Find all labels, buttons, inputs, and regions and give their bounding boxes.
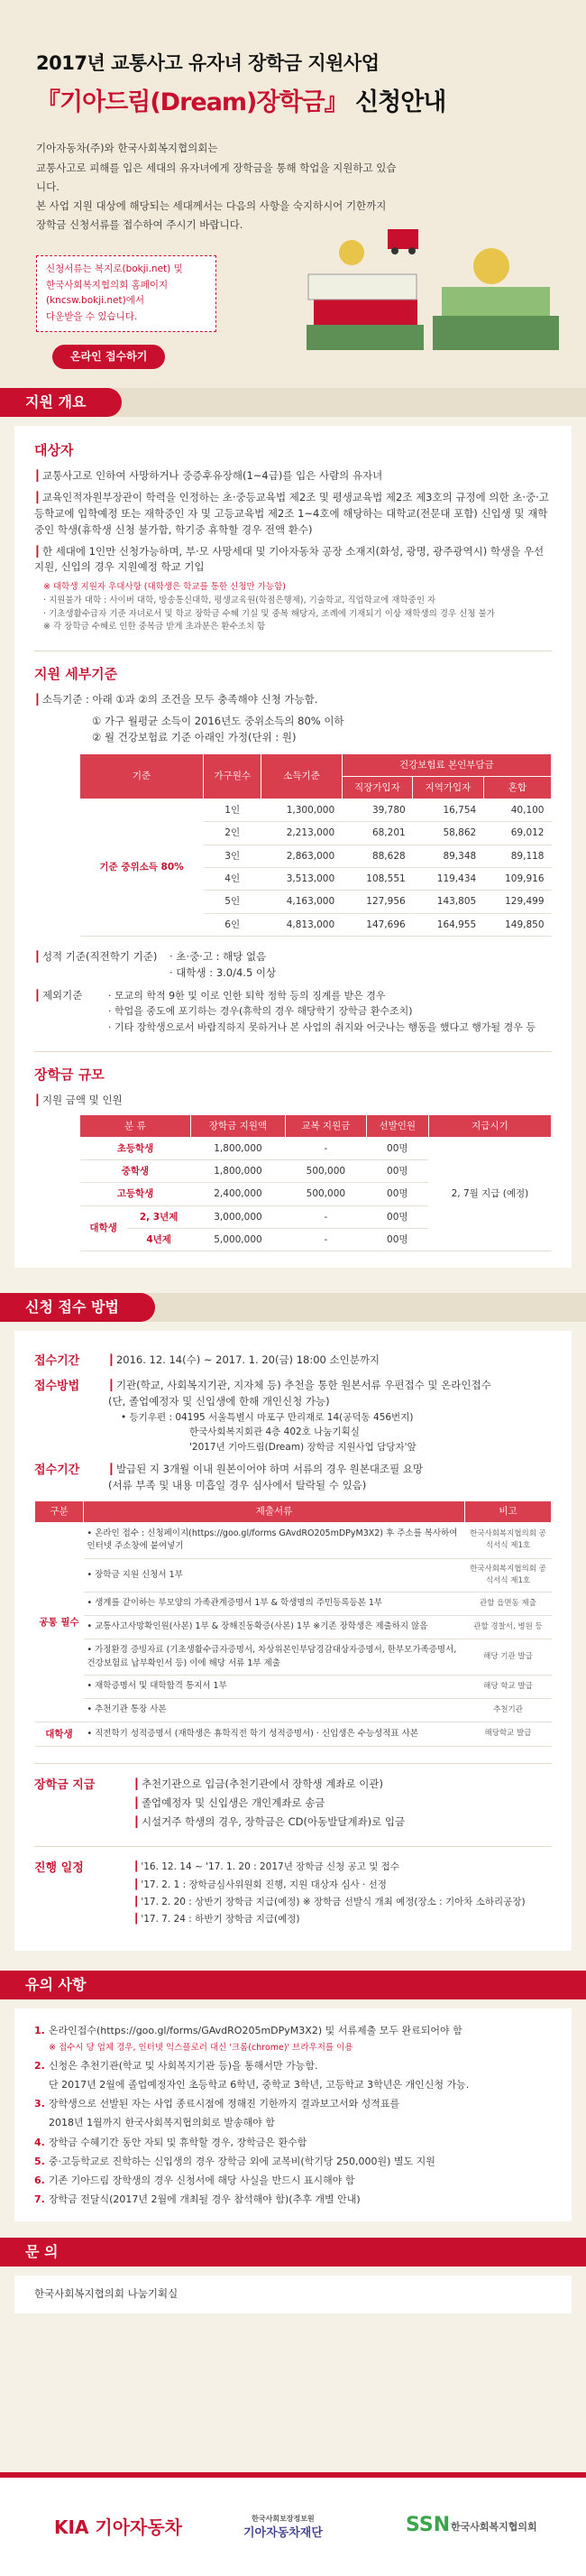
cautions-header-label: 유의 사항 <box>0 1971 122 1999</box>
intro-line: 본 사업 지원 대상에 해당되는 세대께서는 다음의 사항을 숙지하시어 기한까지 <box>36 199 387 213</box>
scale-label: ┃ 지원 금액 및 인원 <box>34 1093 552 1109</box>
money-stack-icon <box>442 287 550 316</box>
criterion-cell: 기준 중위소득 80% <box>80 799 204 937</box>
table-row: • 재학증명서 및 대학합격 통지서 1부 해당 학교 발급 <box>35 1676 552 1699</box>
grade-line: · 초·중·고 : 해당 없음 <box>169 949 267 963</box>
notice-line: 다운받을 수 있습니다. <box>46 311 138 323</box>
table-row: 고등학생 2,400,000 500,000 00명 <box>80 1183 552 1205</box>
table-row: • 장학금 지원 신청서 1부 한국사회복지협의회 공식서식 제1호 <box>35 1559 552 1593</box>
table-row: • 가정환경 증빙자료 (기초생활수급자증명서, 차상위본인부담경감대상자증명서, 한부모가족증명서, 건강보험료 납부확인서 등) 이에 해당 서류 1부 제출 해당 기관 발급 <box>35 1639 552 1675</box>
overview-header <box>0 388 586 417</box>
table-row: 6인 4,813,000 147,696 164,955 149,850 <box>80 913 552 936</box>
caution-item: 1. 온라인접수(https://goo.gl/forms/GAvdRO205mDPyM3X2) 및 서류제출 모두 완료되어야 함 <box>34 2024 462 2036</box>
book-icon <box>308 274 417 300</box>
income-label: ┃ 소득기준 : 아래 ①과 ②의 조건을 모두 충족해야 신청 가능함. <box>34 692 552 708</box>
online-apply-button[interactable]: 온라인 접수하기 <box>52 345 165 369</box>
income-criterion: ② 월 건강보험료 기준 아래인 가정(단위 : 원) <box>92 730 297 743</box>
exclude-criterion <box>34 988 552 1034</box>
child-fund-logo: 한국사회보장정보원 기아자동차재단 <box>243 2515 323 2541</box>
caution-item: 5. 중·고등학교로 진학하는 신입생의 경우 장학금 외에 교복비(학기당 250,000원) 별도 지원 <box>34 2155 435 2167</box>
target-item: ┃ 한 세대에 1인만 신청가능하며, 부·모 사망세대 및 기아자동차 공장 소재지(화성, 광명, 광주광역시) 학생을 우선 지원, 신입의 경우 지원예정 학교 기입 <box>34 544 552 577</box>
application-header-label: 신청 접수 방법 <box>0 1293 155 1322</box>
intro-line: 장학금 신청서류를 접수하여 주시기 바랍니다. <box>36 218 243 232</box>
coin-icon <box>473 248 509 284</box>
schedule-row: 진행 일정 ┃ '16. 12. 14 ~ '17. 1. 20 : 2017년 장학금 신청 공고 및 접수 ┃ '17. 2. 1 : 장학금심사위원회 진행, 지원 대상자 심사 · 선정 ┃ '17. 2. 20 : 상반기 장학금 지급(예정) ※ 장학금 선발식 개최 예정(장소 : 기아차 소하리공장) ┃ '17. 7. 24 : 하반기 장학금 지급(예정) <box>34 1860 552 1926</box>
scale-title: 장학금 규모 <box>34 1066 105 1083</box>
exclude-line: · 학업을 중도에 포기하는 경우(휴학의 경우 해당학기 장학금 환수조치) <box>108 1005 413 1018</box>
col-header: 교복 지원금 <box>286 1114 367 1137</box>
target-note: · 지원불가 대학 : 사이버 대학, 방송통신대학, 평생교육원(학점은행제), 기술학교, 직업학교에 재학중인 자 <box>43 595 436 605</box>
hero-banner <box>0 0 586 388</box>
table-row: 기준 중위소득 80% 1인 1,300,000 39,780 16,754 40,100 <box>80 799 552 822</box>
table-row: 2인 2,213,000 68,201 58,862 69,012 <box>80 822 552 845</box>
caution-item: 4. 장학금 수혜기간 동안 자퇴 및 휴학할 경우, 장학금은 환수함 <box>34 2136 307 2148</box>
detail-title: 지원 세부기준 <box>34 666 118 682</box>
cautions-panel <box>14 2008 572 2221</box>
income-table <box>79 753 552 937</box>
target-title: 대상자 <box>34 442 74 458</box>
overview-panel <box>14 426 572 1268</box>
docs-row: 접수기간 ┃ 발급된 지 3개월 이내 원본이어야 하며 서류의 경우 원본대조필 요망 (서류 부족 및 내용 미흡일 경우 심사에서 탈락될 수 있음) <box>34 1462 552 1494</box>
table-row: 대학생 2, 3년제 3,000,000 - 00명 <box>80 1205 552 1228</box>
target-item: ┃ 교통사고로 인하여 사망하거나 중증후유장해(1~4급)를 입은 사람의 유자녀 <box>34 468 552 485</box>
caution-item: 7. 장학금 전달식(2017년 2월에 개최될 경우 참석해야 함)(추후 개별 안내) <box>34 2193 361 2205</box>
caution-item: 2. 신청은 추천기관(학교 및 사회복지기관 등)을 통해서만 가능함. <box>34 2060 318 2073</box>
target-note: ※ 대학생 지원자 우대사항 (대학생은 학교를 통한 신청만 가능함) <box>43 582 286 593</box>
application-header <box>0 1293 586 1322</box>
download-notice <box>36 255 216 332</box>
table-row: 4인 3,513,000 108,551 119,434 109,916 <box>80 868 552 891</box>
caution-line: 2018년 1월까지 한국사회복지협의회로 발송해야 함 <box>49 2117 275 2129</box>
payment-row: 장학금 지급 ┃ 추천기관으로 입금(추천기관에서 장학생 계좌로 이관) ┃ 졸업예정자 및 신입생은 개인계좌로 송금 ┃ 시설거주 학생의 경우, 장학금은 CD(아동발달계좌)로 입금 <box>34 1777 552 1830</box>
hero-title-main: 『기아드림(Dream)장학금』 <box>36 88 348 116</box>
exclude-line: · 모교의 학적 9한 및 이로 인한 퇴학 정학 등의 징계를 받은 경우 <box>108 990 386 1002</box>
intro-line: 교통사고로 피해를 입은 세대의 유자녀에게 장학금을 통해 학업을 지원하고 있습니다. <box>36 161 397 193</box>
table-row: • 추천기관 통장 사본 추천기관 <box>35 1699 552 1722</box>
table-row: • 생계를 같이하는 부모양의 가족관계증명서 1부 & 학생명의 주민등록등본 1부 관할 읍면동 제출 <box>35 1593 552 1616</box>
period-row: 접수기간 ┃ 2016. 12. 14(수) ~ 2017. 1. 20(금) 18:00 소인분까지 <box>34 1353 552 1371</box>
col-header: 소득기준 <box>261 753 342 799</box>
table-row: • 교통사고사망확인원(사본) 1부 & 장해진동확증(사본) 1부 ※기존 장학생은 제출하지 않음 관할 경찰서, 병원 등 <box>35 1616 552 1639</box>
method-row: 접수방법 ┃ 기관(학교, 사회복지기관, 지자체 등) 추천을 통한 원본서류 우편접수 및 온라인접수 (단, 졸업예정자 및 신입생에 한해 개인신청 가능) • 등기우편 : 04195 서울특별시 마포구 만리재로 14(공덕동 456번지) 한국사회복지회관 4층 402호 나눔기획실 '2017년 기아드림(Dream) 장학금 지원사업 담당자'앞 <box>34 1378 552 1454</box>
table-row: 4년제 5,000,000 - 00명 <box>80 1228 552 1251</box>
col-header: 지역가입자 <box>413 776 484 799</box>
grade-line: · 대학생 : 3.0/4.5 이상 <box>169 965 277 979</box>
caution-item: 6. 기존 기아드림 장학생의 경우 신청서에 해당 사실을 반드시 표시해야 함 <box>34 2174 355 2186</box>
col-header: 장학금 지원액 <box>190 1114 285 1137</box>
col-header: 분 류 <box>80 1114 191 1137</box>
col-header: 기준 <box>80 753 204 799</box>
target-note: · 기초생활수급자 기준 자녀로서 및 학교 장학금 수혜 기실 및 중복 해당자, 조례에 기재되기 이상 재학생의 경우 신청 불가 <box>43 608 495 619</box>
notice-line: 신청서류는 복지로(bokji.net) 및 <box>46 263 183 274</box>
target-item: ┃ 교육인적자원부장관이 학력을 인정하는 초·중등교육법 제2조 및 평생교육법 제2조 제3호의 규정에 의한 초·중·고등학교에 입학예정 또는 재학중인 자 및 고등교육법 제2조 1~4호에 해당하는 대학교(전문대 포함) 신입생 및 재학중인 학생(휴학생 신청 불가함, 학기중 휴학할 경우 전액 환수) <box>34 490 552 538</box>
income-criterion: ① 가구 월평균 소득이 2016년도 중위소득의 80% 이하 <box>92 715 344 728</box>
money-stack-icon <box>433 316 559 350</box>
table-row: 공통 필수 • 온라인 접수 : 신청페이지(https://goo.gl/forms GAvdRO205mDPyM3X2) 후 주소를 복사하여 인터넷 주소창에 붙여넣기 한국사회복지협의회 공식서식 제1호 <box>35 1522 552 1558</box>
table-row: 3인 2,863,000 88,628 89,348 89,118 <box>80 845 552 867</box>
col-header: 가구원수 <box>204 753 261 799</box>
target-note: ※ 각 장학금 수혜로 인한 중복금 받게 초과분은 환수조치 함 <box>43 622 266 632</box>
caution-line: 단 2017년 2월에 졸업예정자인 초등학교 6학년, 중학교 3학년, 고등학교 3학년은 개인신청 가능. <box>49 2079 470 2091</box>
book-icon <box>307 325 424 350</box>
books-money-illustration <box>298 217 568 370</box>
overview-header-label: 지원 개요 <box>0 388 122 417</box>
pay-time: 2, 7월 지급 (예정) <box>428 1137 551 1251</box>
inquiry-header <box>0 2238 586 2267</box>
coin-icon <box>339 240 364 265</box>
col-header: 구분 <box>35 1501 84 1522</box>
intro-line: 기아자동차(주)와 한국사회복지협의회는 <box>36 142 218 155</box>
table-row: 5인 4,163,000 127,956 143,805 129,499 <box>80 891 552 913</box>
table-row: 중학생 1,800,000 500,000 00명 <box>80 1160 552 1183</box>
col-header: 건강보험료 본인부담금 <box>342 753 551 776</box>
col-header: 혼합 <box>483 776 551 799</box>
grade-label: ┃ 성적 기준(직전학기 기준) <box>34 949 169 982</box>
application-panel <box>14 1331 572 1950</box>
exclude-label: ┃ 제외기준 <box>34 988 108 1034</box>
col-header: 직장가입자 <box>342 776 413 799</box>
ssn-logo: SSN <box>406 2514 451 2536</box>
ssn-logo-text: 한국사회복지협의회 <box>451 2521 537 2533</box>
book-icon <box>314 300 417 325</box>
col-header: 비고 <box>465 1501 552 1522</box>
hero-title <box>36 84 550 122</box>
sponsor-logos <box>0 2472 586 2576</box>
scale-table <box>79 1114 552 1252</box>
col-header: 선발인원 <box>366 1114 428 1137</box>
docs-table <box>34 1500 552 1747</box>
table-row: 대학생 • 직전학기 성적증명서 (재학생은 휴학직전 학기 성적증명서) · 신입생은 수능성적표 사본 해당학교 발급 <box>35 1722 552 1746</box>
kia-logo: KIA 기아자동차 <box>54 2516 182 2538</box>
inquiry-body: 한국사회복지협의회 나눔기획실 <box>14 2276 572 2313</box>
caution-note: ※ 접수시 당 업체 경우, 인터넷 익스플로러 대신 '크롬(chrome)' 브라우저를 이용 <box>49 2042 353 2053</box>
hero-title-tail: 신청안내 <box>347 88 446 116</box>
table-row: 초등학생 1,800,000 - 00명 2, 7월 지급 (예정) <box>80 1137 552 1159</box>
caution-item: 3. 장학생으로 선발된 자는 사업 종료시점에 정해진 기한까지 결과보고서와 성적표를 <box>34 2098 400 2110</box>
grade-criterion <box>34 949 552 982</box>
cautions-header <box>0 1971 586 1999</box>
car-icon <box>388 229 418 249</box>
col-header: 제출서류 <box>84 1501 465 1522</box>
exclude-line: · 기타 장학생으로서 바람직하지 못하거나 본 사업의 취지와 어긋나는 행동을 했다고 행가될 경우 등 <box>108 1020 536 1033</box>
hero-subtitle: 2017년 교통사고 유자녀 장학금 지원사업 <box>36 52 380 74</box>
inquiry-header-label: 문 의 <box>0 2238 94 2267</box>
col-header: 지급시기 <box>428 1114 551 1137</box>
notice-line: 한국사회복지협의회 홈페이지(kncsw.bokji.net)에서 <box>46 279 169 307</box>
